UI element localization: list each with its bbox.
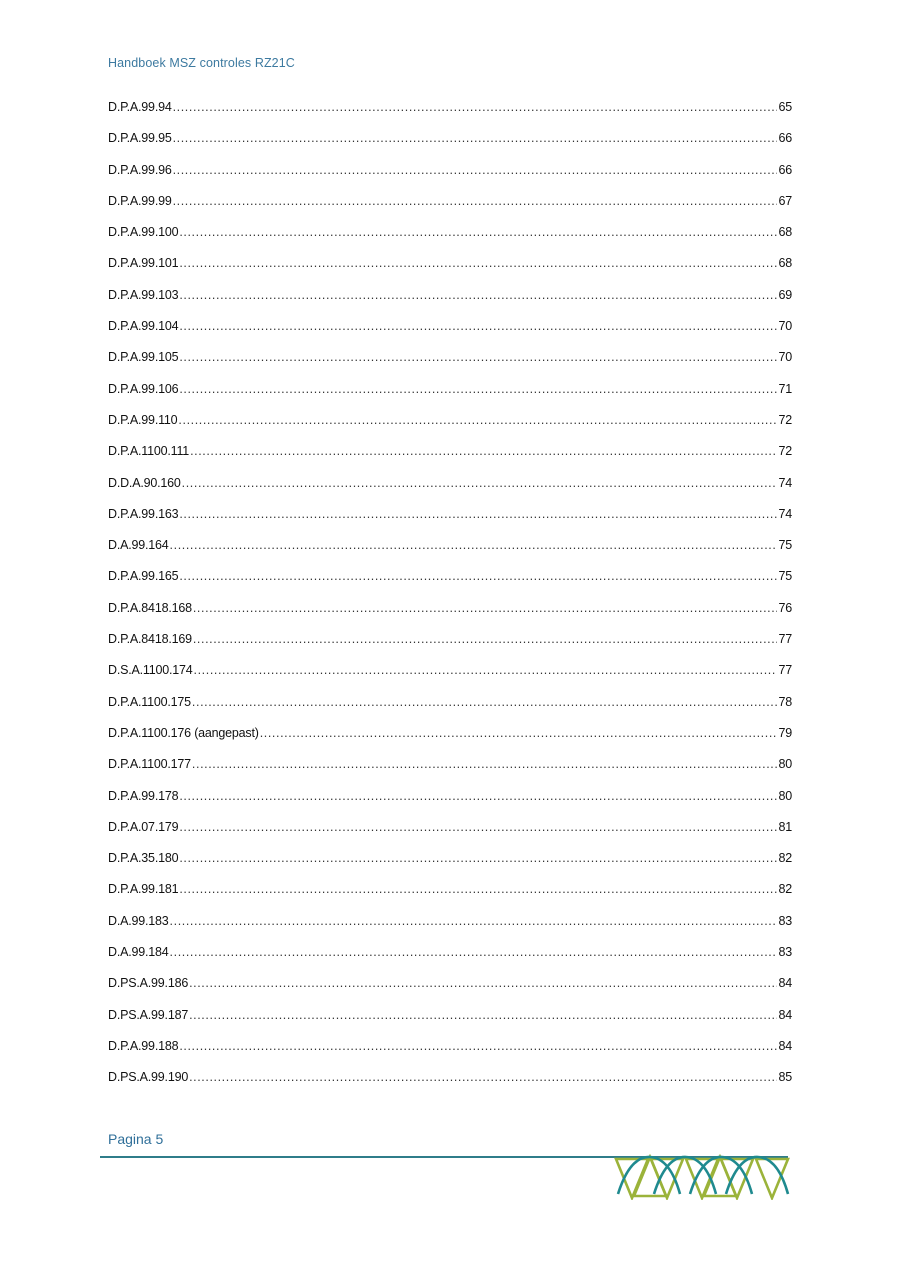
toc-entry[interactable]: [108, 1006, 792, 1037]
toc-entry[interactable]: [108, 630, 792, 661]
toc-entry-label: D.P.A.99.99: [108, 193, 172, 208]
toc-entry-page: 80: [778, 788, 792, 803]
toc-dot-leader: [179, 317, 777, 335]
toc-entry-label: D.P.A.99.100: [108, 225, 179, 240]
toc-entry-page: 74: [778, 506, 792, 521]
toc-entry[interactable]: [108, 505, 792, 536]
toc-dot-leader: [179, 505, 777, 523]
toc-entry[interactable]: [108, 161, 792, 192]
toc-entry[interactable]: [108, 912, 792, 943]
toc-entry-page: 81: [778, 819, 792, 834]
toc-dot-leader: [179, 1037, 777, 1055]
toc-entry[interactable]: [108, 380, 792, 411]
toc-entry-label: D.A.99.183: [108, 913, 169, 928]
toc-entry[interactable]: [108, 1068, 792, 1099]
toc-dot-leader: [179, 380, 777, 398]
toc-entry[interactable]: [108, 755, 792, 786]
toc-dot-leader: [192, 755, 778, 773]
toc-dot-leader: [179, 286, 777, 304]
toc-entry-label: D.A.99.184: [108, 945, 169, 960]
toc-entry[interactable]: [108, 880, 792, 911]
toc-dot-leader: [179, 348, 777, 366]
toc-entry[interactable]: [108, 98, 792, 129]
toc-entry-label: D.P.A.99.103: [108, 287, 179, 302]
toc-dot-leader: [189, 974, 777, 992]
toc-entry-label: D.PS.A.99.187: [108, 1007, 189, 1022]
toc-dot-leader: [189, 1006, 777, 1024]
toc-entry-label: D.P.A.99.95: [108, 131, 172, 146]
toc-entry[interactable]: [108, 317, 792, 348]
toc-entry-page: 67: [778, 193, 792, 208]
toc-dot-leader: [170, 943, 778, 961]
toc-entry-page: 76: [778, 600, 792, 615]
toc-entry-page: 70: [778, 319, 792, 334]
toc-entry-page: 75: [778, 538, 792, 553]
toc-entry-label: D.P.A.99.106: [108, 381, 179, 396]
toc-entry[interactable]: [108, 254, 792, 285]
toc-entry-label: D.P.A.99.101: [108, 256, 179, 271]
toc-entry-page: 75: [778, 569, 792, 584]
toc-dot-leader: [192, 693, 778, 711]
toc-entry-page: 66: [778, 131, 792, 146]
toc-entry-page: 77: [778, 663, 792, 678]
toc-dot-leader: [170, 912, 778, 930]
toc-entry-label: D.P.A.99.105: [108, 350, 179, 365]
toc-dot-leader: [178, 411, 777, 429]
toc-entry[interactable]: [108, 442, 792, 473]
toc-entry-page: 82: [778, 882, 792, 897]
toc-entry[interactable]: [108, 348, 792, 379]
toc-entry-label: D.P.A.99.163: [108, 506, 179, 521]
toc-entry-label: D.P.A.8418.169: [108, 632, 192, 647]
toc-dot-leader: [179, 818, 777, 836]
toc-entry[interactable]: [108, 474, 792, 505]
toc-entry-page: 70: [778, 350, 792, 365]
toc-dot-leader: [260, 724, 778, 742]
toc-entry-page: 82: [778, 851, 792, 866]
toc-entry-label: D.P.A.99.104: [108, 319, 179, 334]
toc-dot-leader: [182, 474, 778, 492]
toc-entry-page: 84: [778, 1007, 792, 1022]
toc-entry-label: D.P.A.99.188: [108, 1038, 179, 1053]
toc-entry-label: D.P.A.35.180: [108, 851, 179, 866]
toc-dot-leader: [190, 442, 777, 460]
toc-entry-page: 78: [778, 694, 792, 709]
toc-entry-label: D.S.A.1100.174: [108, 663, 193, 678]
toc-entry-label: D.P.A.8418.168: [108, 600, 192, 615]
toc-entry[interactable]: [108, 411, 792, 442]
toc-entry-label: D.P.A.1100.175: [108, 694, 191, 709]
toc-dot-leader: [179, 254, 777, 272]
toc-entry-page: 79: [778, 725, 792, 740]
toc-entry[interactable]: [108, 974, 792, 1005]
toc-entry[interactable]: [108, 724, 792, 755]
toc-entry[interactable]: [108, 1037, 792, 1068]
toc-entry-label: D.P.A.99.110: [108, 412, 178, 427]
toc-entry-label: D.P.A.99.165: [108, 569, 179, 584]
toc-entry-label: D.PS.A.99.186: [108, 976, 189, 991]
toc-entry-page: 77: [778, 632, 792, 647]
toc-dot-leader: [173, 98, 778, 116]
toc-entry[interactable]: [108, 192, 792, 223]
toc-entry-page: 74: [778, 475, 792, 490]
toc-entry-label: D.P.A.1100.111: [108, 444, 190, 459]
toc-entry[interactable]: [108, 818, 792, 849]
toc-entry-label: D.P.A.99.178: [108, 788, 179, 803]
page-header-title: Handboek MSZ controles RZ21C: [108, 56, 295, 70]
toc-entry-page: 68: [778, 256, 792, 271]
toc-entry-label: D.P.A.07.179: [108, 819, 179, 834]
toc-dot-leader: [173, 192, 778, 210]
toc-entry-page: 72: [778, 444, 792, 459]
toc-dot-leader: [173, 161, 778, 179]
toc-entry-page: 71: [778, 381, 792, 396]
toc-entry-page: 69: [778, 287, 792, 302]
interlaced-diamond-pattern-logo-icon: [614, 1154, 790, 1200]
toc-entry-page: 68: [778, 225, 792, 240]
toc-dot-leader: [179, 849, 777, 867]
toc-entry-label: D.P.A.99.181: [108, 882, 179, 897]
toc-entry-page: 65: [778, 100, 792, 114]
toc-entry[interactable]: [108, 223, 792, 254]
toc-dot-leader: [179, 567, 777, 585]
toc-entry[interactable]: [108, 693, 792, 724]
toc-entry-label: D.PS.A.99.190: [108, 1070, 189, 1085]
toc-entry-label: D.P.A.99.94: [108, 100, 172, 114]
toc-dot-leader: [179, 787, 777, 805]
toc-entry[interactable]: [108, 129, 792, 160]
toc-dot-leader: [193, 630, 778, 648]
toc-dot-leader: [179, 880, 777, 898]
toc-entry[interactable]: [108, 943, 792, 974]
toc-entry[interactable]: [108, 849, 792, 880]
toc-entry-page: 84: [778, 976, 792, 991]
toc-dot-leader: [173, 129, 778, 147]
toc-entry-page: 66: [778, 162, 792, 177]
toc-entry-page: 72: [778, 412, 792, 427]
toc-entry-label: D.P.A.99.96: [108, 162, 172, 177]
toc-entry[interactable]: [108, 661, 792, 692]
toc-entry-page: 83: [778, 945, 792, 960]
toc-dot-leader: [179, 223, 777, 241]
toc-entry[interactable]: [108, 787, 792, 818]
toc-dot-leader: [193, 599, 778, 617]
toc-entry[interactable]: [108, 286, 792, 317]
toc-entry[interactable]: [108, 567, 792, 598]
toc-entry-label: D.P.A.1100.177: [108, 757, 191, 772]
toc-entry-page: 83: [778, 913, 792, 928]
toc-entry-page: 85: [778, 1070, 792, 1085]
toc-dot-leader: [170, 536, 778, 554]
page-number-label: Pagina 5: [108, 1131, 164, 1147]
toc-entry-label: D.D.A.90.160: [108, 475, 181, 490]
toc-entry[interactable]: [108, 536, 792, 567]
table-of-contents: [108, 98, 792, 1100]
toc-dot-leader: [194, 661, 778, 679]
toc-dot-leader: [189, 1068, 777, 1086]
toc-entry[interactable]: [108, 599, 792, 630]
toc-entry-label: D.P.A.1100.176 (aangepast): [108, 725, 259, 740]
toc-entry-page: 84: [778, 1038, 792, 1053]
toc-entry-label: D.A.99.164: [108, 538, 169, 553]
toc-entry-page: 80: [778, 757, 792, 772]
